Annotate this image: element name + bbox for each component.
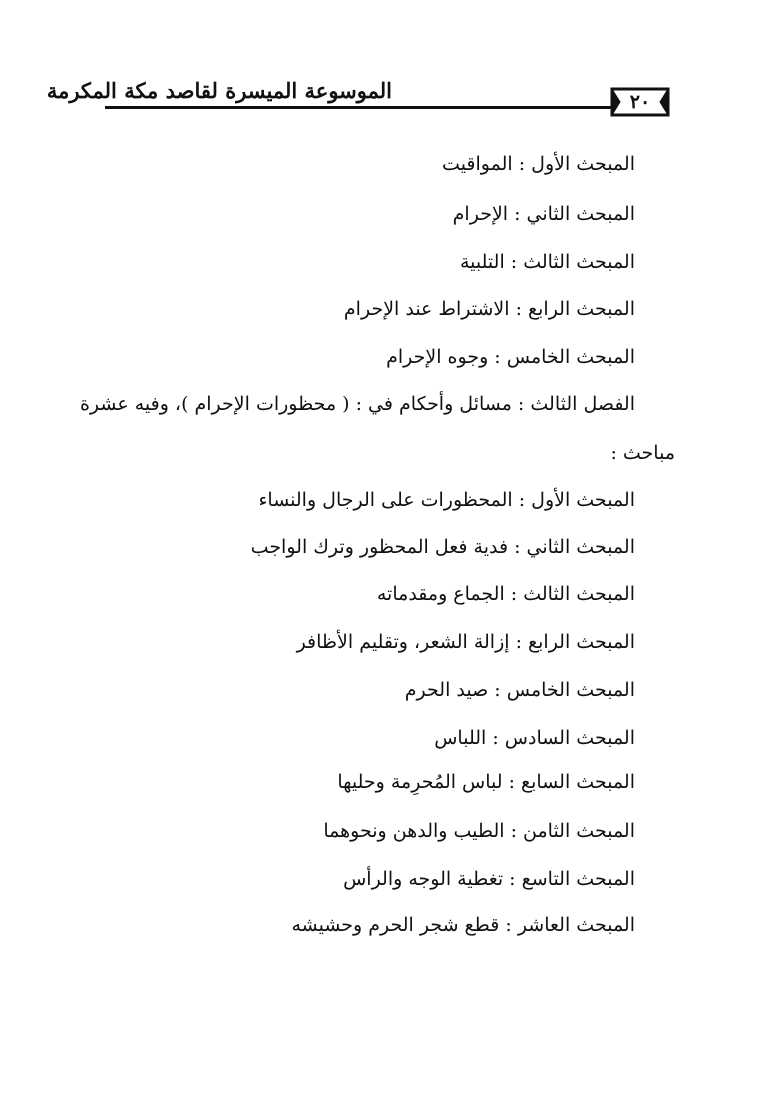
toc-line: المبحث السادس : اللباس xyxy=(434,727,635,749)
toc-line: المبحث العاشر : قطع شجر الحرم وحشيشه xyxy=(291,914,635,936)
header-title: الموسوعة الميسرة لقاصد مكة المكرمة xyxy=(46,78,392,103)
toc-line: المبحث الثالث : التلبية xyxy=(459,251,635,273)
toc-line: المبحث التاسع : تغطية الوجه والرأس xyxy=(343,868,635,890)
toc-line: المبحث الثاني : فدية فعل المحظور وترك الواجب xyxy=(250,536,635,558)
toc-line: المبحث الخامس : صيد الحرم xyxy=(404,679,635,701)
toc-line: المبحث الخامس : وجوه الإحرام xyxy=(386,346,635,368)
document-body xyxy=(79,0,675,1105)
page-number: ٢٠ xyxy=(629,91,651,113)
toc-line: المبحث الثامن : الطيب والدهن ونحوهما xyxy=(323,820,635,842)
toc-line: المبحث الأول : المواقيت xyxy=(442,153,635,175)
toc-line: المبحث الرابع : إزالة الشعر، وتقليم الأظافر xyxy=(296,631,635,653)
chapter-heading-line: الفصل الثالث : مسائل وأحكام في : ( محظورات الإحرام )، وفيه عشرة xyxy=(79,393,635,415)
toc-line: المبحث الثاني : الإحرام xyxy=(452,203,635,225)
toc-line: المبحث الرابع : الاشتراط عند الإحرام xyxy=(343,298,635,320)
toc-line: المبحث الثالث : الجماع ومقدماته xyxy=(376,583,635,605)
toc-line: المبحث الأول : المحظورات على الرجال والنساء xyxy=(258,489,635,511)
chapter-heading-continuation: مباحث : xyxy=(610,442,675,464)
toc-line: المبحث السابع : لباس المُحرِمة وحليها xyxy=(337,771,635,793)
